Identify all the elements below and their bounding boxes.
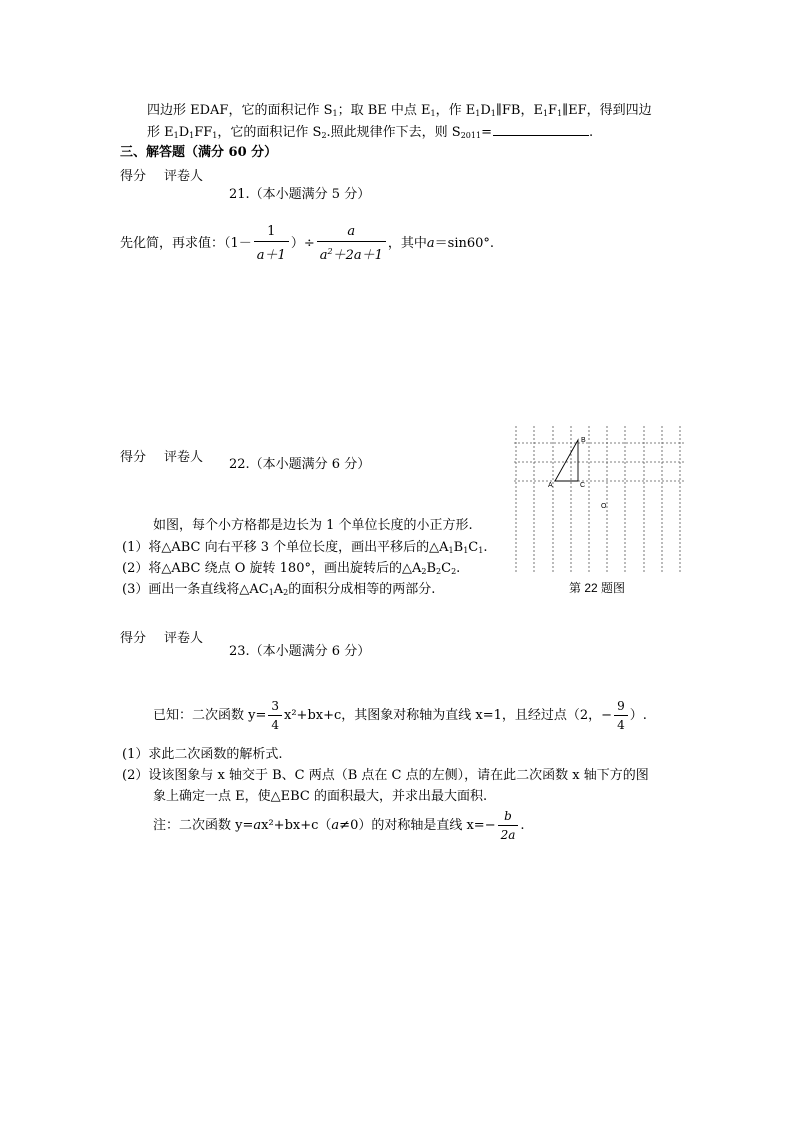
label-b: B [581,437,586,444]
q21-header: 21.（本小题满分 5 分） [229,187,371,202]
grader-label: 评卷人 [164,631,204,646]
denominator [317,242,386,263]
text: B [426,561,437,576]
text: = [481,125,492,140]
text: (1）将△ABC 向右平移 3 个单位长度，画出平移后的△A [122,540,449,555]
q21-score-box [120,165,203,184]
subscript: 1 [189,131,195,140]
variable: a [253,818,262,833]
score-label: 得分 [120,631,147,646]
text: . [456,561,461,576]
text: C [441,561,452,576]
q23-item-2-line2: 象上确定一点 E，使△EBC 的面积最大，并求出最大面积. [153,789,488,804]
text: (3）画出一条直线将△AC [122,582,269,597]
text: C [468,540,479,555]
triangle-abc [555,440,578,481]
text: FF [194,125,213,140]
text: ，作 E [435,103,476,118]
label-c: C [580,482,586,489]
text: ）÷ [290,236,315,251]
numerator: 9 [614,699,628,716]
label-o: O [601,503,607,510]
variable: a [331,818,340,833]
subscript: 1 [490,109,496,118]
subscript: 2011 [460,131,482,140]
text: .照此规律作下去，则 S [326,125,461,140]
grid-horizontal-lines [514,443,684,481]
text: 的面积分成相等的两部分. [288,582,436,597]
denominator: 4 [617,718,625,732]
text: ∥EF，得到四边 [562,103,652,118]
fraction-b-2a [498,809,519,842]
q22-item-3 [122,578,435,597]
text: A [273,582,284,597]
text: F [548,103,558,118]
subscript: 1 [557,109,563,118]
subscript: 2 [283,588,289,597]
text: 形 E [147,125,174,140]
subscript: 1 [478,546,484,555]
subscript: 1 [475,109,481,118]
q22-item-1 [122,536,487,555]
text: ；取 BE 中点 E [337,103,431,118]
fraction-1 [254,224,289,263]
subscript: 2 [451,567,457,576]
subscript: 1 [332,109,338,118]
text: . [520,818,525,833]
numerator: a [317,224,386,242]
subscript: 1 [463,546,469,555]
q22-intro: 如图，每个小方格都是边长为 1 个单位长度的小正方形. [153,518,473,533]
subscript: 1 [173,131,179,140]
text: . [588,125,594,140]
text: ＋2a＋1 [332,248,383,263]
subscript: 1 [542,109,549,118]
superscript: 2 [327,247,333,256]
text: 四边形 EDAF，它的面积记作 S [147,103,333,118]
text: ＝sin60°. [434,236,495,251]
q23-note [153,809,525,842]
text: ∥FB，E [495,103,543,118]
numerator: 3 [268,699,282,716]
text: D [480,103,491,118]
numerator: b [498,809,519,826]
subscript: 1 [268,588,274,597]
text: x²+bx+c（ [261,818,332,833]
text: 先化简，再求值：（1－ [120,236,252,251]
answer-blank[interactable] [493,124,589,136]
q23-header: 23.（本小题满分 6 分） [229,644,371,659]
subscript: 2 [421,567,427,576]
grader-label: 评卷人 [164,169,204,184]
grader-label: 评卷人 [164,450,204,465]
fraction-2 [317,224,386,263]
q22-figure-caption: 第 22 题图 [569,581,626,595]
prev-problem-line2 [147,121,593,140]
section-title: 三、解答题（满分 60 分） [120,145,278,160]
text: a [319,248,328,263]
denominator: a＋1 [256,248,286,263]
subscript: 2 [321,131,327,140]
text: . [483,540,488,555]
q22-item-2 [122,557,460,576]
text: x²+bx+c，其图象对称轴为直线 x=1，且经过点（2，− [284,708,613,723]
q23-item-1: (1）求此二次函数的解析式. [122,747,283,762]
denominator: 2a [500,828,516,842]
subscript: 1 [430,109,436,118]
grid-vertical-lines [516,426,680,572]
subscript: 1 [448,546,454,555]
text: ≠0）的对称轴是直线 x=− [339,818,496,833]
fraction-9-4 [614,699,628,732]
q23-given [153,699,647,732]
q22-score-box [120,446,203,465]
text: ，其中 [387,236,427,251]
text: ，它的面积记作 S [217,125,322,140]
q23-score-box [120,627,203,646]
prev-problem-line1 [147,99,652,118]
text: ）. [629,708,647,723]
q22-grid-figure [510,422,688,574]
fraction-3-4 [268,699,282,732]
label-a: A [548,482,553,489]
text: (2）将△ABC 绕点 O 旋转 180°，画出旋转后的△A [122,561,422,576]
subscript: 2 [436,567,442,576]
score-label: 得分 [120,169,147,184]
denominator: 4 [271,718,280,732]
text: B [453,540,464,555]
q21-expression [120,224,494,263]
variable: a [426,236,435,251]
text: 已知：二次函数 y= [153,708,267,723]
score-label: 得分 [120,450,147,465]
text: D [178,125,190,140]
q23-item-2-line1: (2）设该图象与 x 轴交于 B、C 两点（B 点在 C 点的左侧），请在此二次函数 x 轴下方的图 [122,768,649,783]
q22-header: 22.（本小题满分 6 分） [229,457,371,472]
subscript: 1 [212,131,218,140]
numerator: 1 [254,224,289,242]
text: 注：二次函数 y= [153,818,254,833]
